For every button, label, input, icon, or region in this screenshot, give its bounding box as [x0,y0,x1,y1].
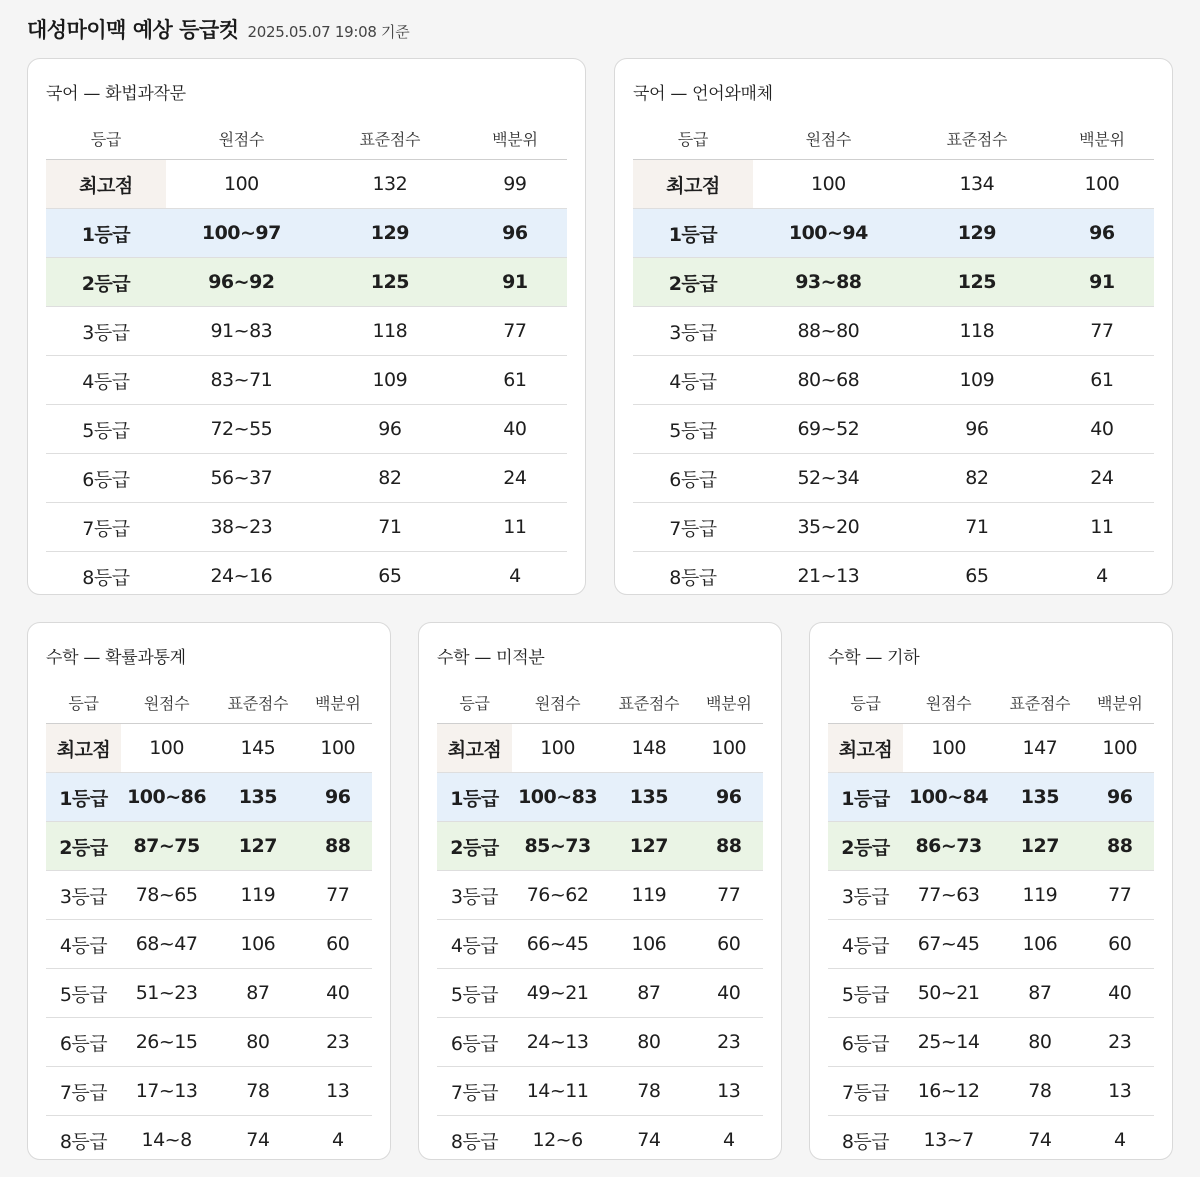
raw-score-cell: 25~14 [903,1018,994,1067]
raw-score-cell: 88~80 [753,307,904,356]
raw-score-cell: 52~34 [753,454,904,503]
standard-score-cell: 148 [603,724,694,773]
percentile-cell: 88 [695,822,764,871]
raw-score-cell: 51~23 [121,969,212,1018]
raw-score-cell: 100~83 [512,773,603,822]
percentile-cell: 11 [463,503,567,552]
raw-score-cell: 100 [753,160,904,209]
grade-cell: 3등급 [633,307,753,356]
card-korean-speech-writing [27,58,586,595]
grade-cell: 최고점 [437,724,512,773]
grade-cell: 6등급 [46,1018,121,1067]
raw-score-cell: 24~16 [210,565,273,587]
standard-score-cell: 119 [212,871,303,920]
page-header [27,14,409,48]
standard-score-cell: 87 [212,969,303,1018]
row-grade-6 [46,1018,372,1067]
header-percentile: 백분위 [304,681,373,724]
row-top-score [46,724,372,773]
grade-cell: 8등급 [669,566,717,589]
standard-score-cell: 65 [965,565,989,587]
percentile-cell: 91 [463,258,567,307]
row-grade-8 [633,552,1154,601]
percentile-cell: 88 [304,822,373,871]
row-grade-7 [46,1067,372,1116]
row-grade-3 [633,307,1154,356]
table-header-row [437,681,763,724]
standard-score-cell: 74 [246,1129,270,1151]
standard-score-cell: 127 [212,822,303,871]
percentile-cell: 40 [463,405,567,454]
raw-score-cell: 77~63 [903,871,994,920]
standard-score-cell: 96 [317,405,463,454]
raw-score-cell: 100~94 [753,209,904,258]
raw-score-cell: 87~75 [121,822,212,871]
percentile-cell: 60 [695,920,764,969]
header-percentile: 백분위 [463,117,567,160]
row-grade-4 [437,920,763,969]
standard-score-cell: 119 [603,871,694,920]
raw-score-cell: 12~6 [532,1129,583,1151]
header-raw-score: 원점수 [512,681,603,724]
grade-cell: 4등급 [828,920,903,969]
card-math-geometry [809,622,1173,1160]
card-math-probability-statistics [27,622,391,1160]
row-grade-2 [437,822,763,871]
grade-cut-table [828,681,1154,1164]
percentile-cell: 96 [1050,209,1154,258]
row-grade-5 [46,969,372,1018]
row-top-score [46,160,567,209]
standard-score-cell: 134 [904,160,1050,209]
standard-score-cell: 135 [212,773,303,822]
standard-score-cell: 135 [603,773,694,822]
header-grade: 등급 [828,681,903,724]
raw-score-cell: 83~71 [166,356,317,405]
standard-score-cell: 147 [994,724,1085,773]
header-standard-score: 표준점수 [317,117,463,160]
grade-cell: 최고점 [633,160,753,209]
raw-score-cell: 100 [121,724,212,773]
raw-score-cell: 56~37 [166,454,317,503]
standard-score-cell: 65 [378,565,402,587]
page-title: 대성마이맥 예상 등급컷 [27,18,239,42]
row-grade-8 [437,1116,763,1165]
row-grade-7 [437,1067,763,1116]
raw-score-cell: 86~73 [903,822,994,871]
standard-score-cell: 145 [212,724,303,773]
grade-cell: 7등급 [437,1067,512,1116]
standard-score-cell: 80 [603,1018,694,1067]
standard-score-cell: 127 [994,822,1085,871]
standard-score-cell: 118 [904,307,1050,356]
standard-score-cell: 106 [603,920,694,969]
row-grade-6 [828,1018,1154,1067]
raw-score-cell: 14~8 [141,1129,192,1151]
grade-cell: 6등급 [46,454,166,503]
percentile-cell: 88 [1086,822,1155,871]
raw-score-cell: 69~52 [753,405,904,454]
header-standard-score: 표준점수 [603,681,694,724]
row-grade-5 [437,969,763,1018]
standard-score-cell: 80 [994,1018,1085,1067]
grade-cell: 8등급 [59,1130,108,1153]
grade-cell: 7등급 [633,503,753,552]
standard-score-cell: 125 [904,258,1050,307]
raw-score-cell: 21~13 [797,565,860,587]
row-grade-3 [828,871,1154,920]
grade-cell: 8등급 [450,1130,499,1153]
table-header-row [46,117,567,160]
row-top-score [828,724,1154,773]
raw-score-cell: 100 [903,724,994,773]
percentile-cell: 40 [1086,969,1155,1018]
row-grade-5 [633,405,1154,454]
grade-cell: 최고점 [46,160,166,209]
standard-score-cell: 129 [904,209,1050,258]
standard-score-cell: 119 [994,871,1085,920]
grade-cell: 최고점 [46,724,121,773]
percentile-cell: 100 [695,724,764,773]
percentile-cell: 13 [695,1067,764,1116]
header-grade: 등급 [46,681,121,724]
grade-cell: 6등급 [633,454,753,503]
grade-cell: 7등급 [46,1067,121,1116]
grade-cell: 2등급 [828,822,903,871]
standard-score-cell: 96 [904,405,1050,454]
row-grade-2 [828,822,1154,871]
percentile-cell: 60 [304,920,373,969]
raw-score-cell: 93~88 [753,258,904,307]
standard-score-cell: 82 [317,454,463,503]
percentile-cell: 40 [695,969,764,1018]
percentile-cell: 13 [1086,1067,1155,1116]
percentile-cell: 96 [1086,773,1155,822]
grade-cell: 5등급 [46,405,166,454]
percentile-cell: 91 [1050,258,1154,307]
card-title: 국어 — 언어와매체 [633,84,773,104]
standard-score-cell: 127 [603,822,694,871]
percentile-cell: 77 [1086,871,1155,920]
raw-score-cell: 100 [166,160,317,209]
grade-cell: 3등급 [437,871,512,920]
grade-cell: 4등급 [46,920,121,969]
grade-cell: 6등급 [437,1018,512,1067]
card-title: 수학 — 미적분 [437,648,545,668]
row-grade-6 [633,454,1154,503]
percentile-cell: 24 [463,454,567,503]
row-grade-8 [46,1116,372,1165]
row-grade-6 [437,1018,763,1067]
row-grade-4 [46,920,372,969]
grade-cell: 4등급 [633,356,753,405]
grade-cell: 3등급 [828,871,903,920]
percentile-cell: 100 [304,724,373,773]
raw-score-cell: 67~45 [903,920,994,969]
raw-score-cell: 49~21 [512,969,603,1018]
percentile-cell: 4 [722,1129,735,1151]
percentile-cell: 77 [304,871,373,920]
grade-cell: 4등급 [437,920,512,969]
row-grade-8 [46,552,567,601]
raw-score-cell: 76~62 [512,871,603,920]
grade-cell: 2등급 [437,822,512,871]
raw-score-cell: 100~97 [166,209,317,258]
grade-cell: 4등급 [46,356,166,405]
raw-score-cell: 78~65 [121,871,212,920]
raw-score-cell: 35~20 [753,503,904,552]
standard-score-cell: 78 [994,1067,1085,1116]
header-standard-score: 표준점수 [994,681,1085,724]
grade-cell: 1등급 [633,209,753,258]
row-grade-1 [828,773,1154,822]
grade-cell: 5등급 [828,969,903,1018]
standard-score-cell: 87 [603,969,694,1018]
percentile-cell: 11 [1050,503,1154,552]
percentile-cell: 96 [695,773,764,822]
grade-cell: 2등급 [46,822,121,871]
standard-score-cell: 74 [637,1129,661,1151]
grade-cell: 최고점 [828,724,903,773]
row-grade-7 [633,503,1154,552]
percentile-cell: 13 [304,1067,373,1116]
table-header-row [633,117,1154,160]
grade-cell: 1등급 [828,773,903,822]
grade-cell: 1등급 [437,773,512,822]
grade-cut-table [633,117,1154,600]
grade-cell: 2등급 [46,258,166,307]
row-grade-6 [46,454,567,503]
row-top-score [633,160,1154,209]
raw-score-cell: 16~12 [903,1067,994,1116]
raw-score-cell: 14~11 [512,1067,603,1116]
header-raw-score: 원점수 [121,681,212,724]
raw-score-cell: 38~23 [166,503,317,552]
percentile-cell: 61 [463,356,567,405]
raw-score-cell: 80~68 [753,356,904,405]
percentile-cell: 23 [695,1018,764,1067]
row-grade-7 [828,1067,1154,1116]
raw-score-cell: 72~55 [166,405,317,454]
grade-cell: 5등급 [633,405,753,454]
percentile-cell: 23 [304,1018,373,1067]
header-grade: 등급 [46,117,166,160]
percentile-cell: 77 [1050,307,1154,356]
standard-score-cell: 106 [212,920,303,969]
header-percentile: 백분위 [1050,117,1154,160]
raw-score-cell: 17~13 [121,1067,212,1116]
raw-score-cell: 96~92 [166,258,317,307]
standard-score-cell: 78 [603,1067,694,1116]
raw-score-cell: 100~84 [903,773,994,822]
header-standard-score: 표준점수 [904,117,1050,160]
row-grade-3 [46,307,567,356]
percentile-cell: 99 [463,160,567,209]
grade-cell: 1등급 [46,773,121,822]
percentile-cell: 100 [1050,160,1154,209]
row-grade-2 [633,258,1154,307]
row-grade-1 [46,209,567,258]
grade-cell: 7등급 [46,503,166,552]
header-grade: 등급 [437,681,512,724]
row-grade-3 [437,871,763,920]
grade-cell: 6등급 [828,1018,903,1067]
standard-score-cell: 82 [904,454,1050,503]
standard-score-cell: 87 [994,969,1085,1018]
standard-score-cell: 80 [212,1018,303,1067]
header-percentile: 백분위 [1086,681,1155,724]
percentile-cell: 4 [1113,1129,1126,1151]
card-korean-language-media [614,58,1173,595]
header-raw-score: 원점수 [903,681,994,724]
standard-score-cell: 132 [317,160,463,209]
grade-cut-table [46,681,372,1164]
standard-score-cell: 74 [1028,1129,1052,1151]
raw-score-cell: 13~7 [923,1129,974,1151]
row-grade-2 [46,258,567,307]
table-header-row [46,681,372,724]
percentile-cell: 96 [304,773,373,822]
grade-cell: 2등급 [633,258,753,307]
standard-score-cell: 135 [994,773,1085,822]
grade-cell: 7등급 [828,1067,903,1116]
row-grade-1 [633,209,1154,258]
percentile-cell: 96 [463,209,567,258]
grade-cut-table [46,117,567,600]
raw-score-cell: 91~83 [166,307,317,356]
grade-cell: 3등급 [46,871,121,920]
standard-score-cell: 71 [904,503,1050,552]
row-grade-4 [828,920,1154,969]
raw-score-cell: 100 [512,724,603,773]
percentile-cell: 23 [1086,1018,1155,1067]
raw-score-cell: 26~15 [121,1018,212,1067]
percentile-cell: 4 [331,1129,344,1151]
grade-cut-table [437,681,763,1164]
standard-score-cell: 78 [212,1067,303,1116]
percentile-cell: 60 [1086,920,1155,969]
percentile-cell: 77 [463,307,567,356]
raw-score-cell: 85~73 [512,822,603,871]
grade-cell: 1등급 [46,209,166,258]
raw-score-cell: 24~13 [512,1018,603,1067]
row-grade-1 [437,773,763,822]
standard-score-cell: 129 [317,209,463,258]
percentile-cell: 100 [1086,724,1155,773]
standard-score-cell: 125 [317,258,463,307]
header-raw-score: 원점수 [166,117,317,160]
header-percentile: 백분위 [695,681,764,724]
percentile-cell: 77 [695,871,764,920]
row-grade-3 [46,871,372,920]
raw-score-cell: 50~21 [903,969,994,1018]
row-grade-5 [46,405,567,454]
card-title: 수학 — 확률과통계 [46,648,186,668]
grade-cell: 8등급 [82,566,130,589]
standard-score-cell: 118 [317,307,463,356]
row-grade-1 [46,773,372,822]
header-standard-score: 표준점수 [212,681,303,724]
row-grade-4 [46,356,567,405]
card-math-calculus [418,622,782,1160]
standard-score-cell: 109 [904,356,1050,405]
raw-score-cell: 68~47 [121,920,212,969]
grade-cell: 5등급 [437,969,512,1018]
row-grade-2 [46,822,372,871]
header-grade: 등급 [633,117,753,160]
row-grade-8 [828,1116,1154,1165]
card-title: 수학 — 기하 [828,648,920,668]
row-grade-5 [828,969,1154,1018]
grade-cell: 5등급 [46,969,121,1018]
standard-score-cell: 109 [317,356,463,405]
raw-score-cell: 66~45 [512,920,603,969]
percentile-cell: 40 [304,969,373,1018]
row-grade-7 [46,503,567,552]
percentile-cell: 24 [1050,454,1154,503]
card-title: 국어 — 화법과작문 [46,84,186,104]
header-raw-score: 원점수 [753,117,904,160]
percentile-cell: 40 [1050,405,1154,454]
row-grade-4 [633,356,1154,405]
grade-cell: 8등급 [841,1130,890,1153]
percentile-cell: 4 [1096,565,1108,587]
standard-score-cell: 71 [317,503,463,552]
row-top-score [437,724,763,773]
percentile-cell: 61 [1050,356,1154,405]
percentile-cell: 4 [509,565,521,587]
grade-cell: 3등급 [46,307,166,356]
page-timestamp: 2025.05.07 19:08 기준 [247,23,410,41]
standard-score-cell: 106 [994,920,1085,969]
table-header-row [828,681,1154,724]
raw-score-cell: 100~86 [121,773,212,822]
